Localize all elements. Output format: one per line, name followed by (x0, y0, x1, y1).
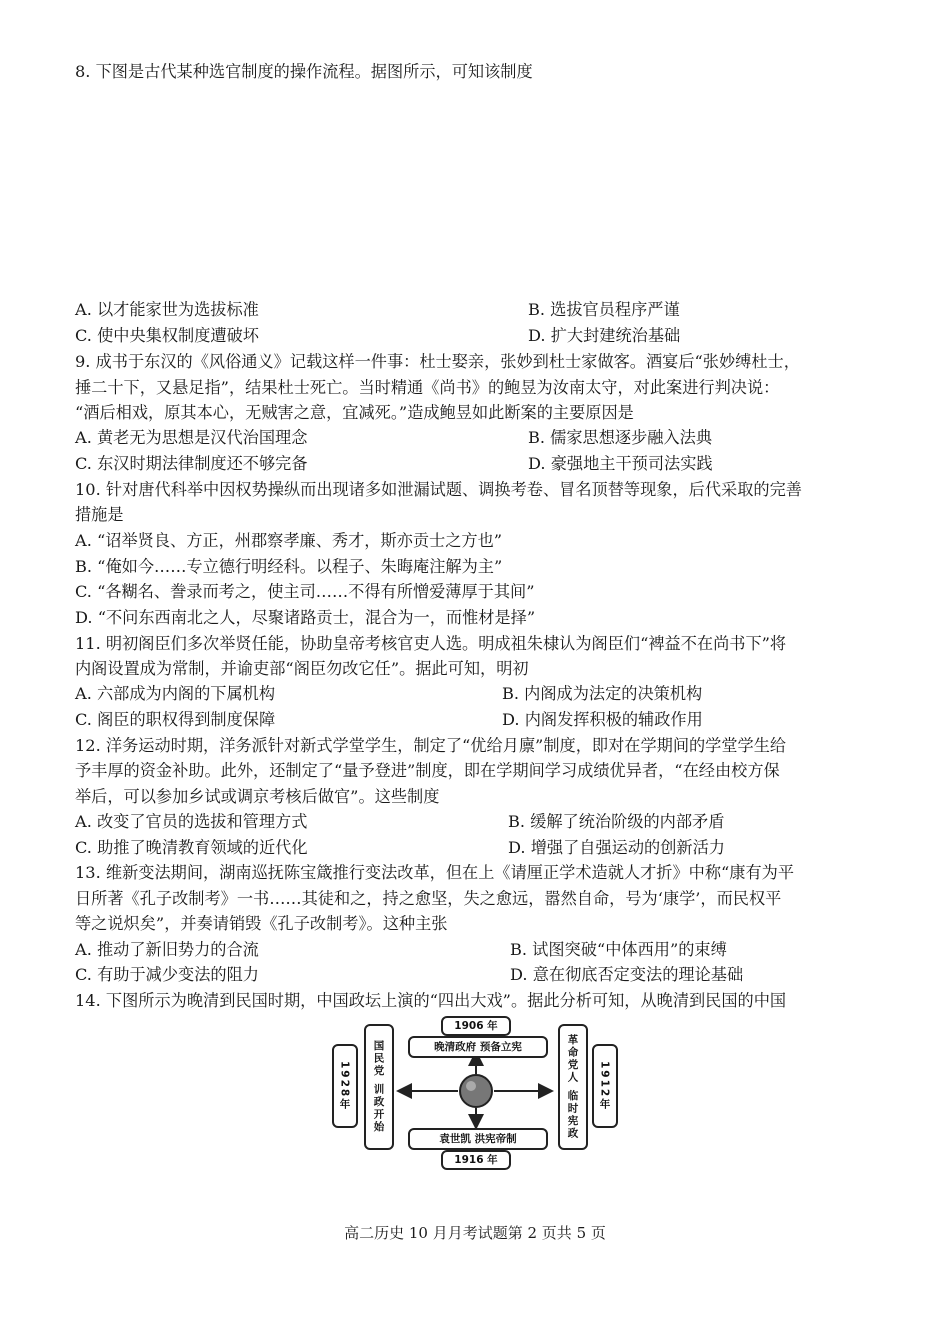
q13-stem-line-2: 日所著《孔子改制考》一书……其徒和之，持之愈坚，失之愈远，嚣然自命，号为‘康学’，而民权平 (75, 889, 782, 908)
q11-option-a: A. 六部成为内阁的下属机构 (75, 684, 276, 703)
bottom-year-box: 1916 年 (441, 1150, 511, 1170)
q10-option-c: C. “各糊名、誊录而考之，使主司……不得有所憎爱薄厚于其间” (75, 582, 535, 601)
q11-option-d: D. 内阁发挥积极的辅政作用 (502, 710, 703, 729)
q9-stem-line-3: “酒后相戏，原其本心，无贼害之意，宜减死。”造成鲍昱如此断案的主要原因是 (75, 403, 634, 422)
q9-option-a: A. 黄老无为思想是汉代治国理念 (75, 428, 308, 447)
q13-option-d: D. 意在彻底否定变法的理论基础 (510, 965, 744, 984)
q9-option-d: D. 豪强地主干预司法实践 (528, 454, 713, 473)
q9-stem-line-1: 9. 成书于东汉的《风俗通义》记载这样一件事：杜士娶亲，张妙到杜士家做客。酒宴后“张妙缚杜士， (75, 352, 800, 371)
q12-option-c: C. 助推了晚清教育领域的近代化 (75, 838, 308, 857)
page-footer: 高二历史 10 月月考试题第 2 页共 5 页 (344, 1224, 606, 1242)
q11-option-c: C. 阁臣的职权得到制度保障 (75, 710, 276, 729)
q12-option-a: A. 改变了官员的选拔和管理方式 (75, 812, 308, 831)
q8-option-b: B. 选拔官员程序严谨 (528, 300, 680, 319)
q13-option-b: B. 试图突破“中体西用”的束缚 (510, 940, 727, 959)
q12-stem-line-1: 12. 洋务运动时期，洋务派针对新式学堂学生，制定了“优给月廪”制度，即对在学期间的学堂学生给 (75, 736, 787, 755)
q12-option-d: D. 增强了自强运动的创新活力 (508, 838, 725, 857)
q8-option-d: D. 扩大封建统治基础 (528, 326, 681, 345)
q13-option-a: A. 推动了新旧势力的合流 (75, 940, 259, 959)
q10-stem-line-2: 措施是 (75, 505, 124, 524)
q11-stem-line-2: 内阁设置成为常制，并谕吏部“阁臣勿改它任”。据此可知，明初 (75, 659, 529, 678)
right-event-box: 革命党人 临时宪政 (558, 1024, 588, 1150)
q10-option-d: D. “不问东西南北之人，尽聚诸路贡士，混合为一，而惟材是择” (75, 608, 536, 627)
q9-stem-line-2: 捶二十下，又悬足指”，结果杜士死亡。当时精通《尚书》的鲍昱为汝南太守，对此案进行判决说： (75, 378, 780, 397)
q13-stem-line-1: 13. 维新变法期间，湖南巡抚陈宝箴推行变法改革，但在上《请厘正学术造就人才折》中称“康有为平 (75, 863, 795, 882)
q11-stem-line-1: 11. 明初阁臣们多次举贤任能，协助皇帝考核官吏人选。明成祖朱棣认为阁臣们“裨益不在尚书下”将 (75, 634, 787, 653)
q14-stem: 14. 下图所示为晚清到民国时期，中国政坛上演的“四出大戏”。据此分析可知，从晚清到民国的中国 (75, 991, 787, 1010)
q10-stem-line-1: 10. 针对唐代科举中因权势操纵而出现诸多如泄漏试题、调换考卷、冒名顶替等现象，后代采取的完善 (75, 480, 802, 499)
left-event-box: 国民党 训政开始 (364, 1024, 394, 1150)
globe-icon (460, 1075, 492, 1107)
q11-option-b: B. 内阁成为法定的决策机构 (502, 684, 703, 703)
q8-option-c: C. 使中央集权制度遭破坏 (75, 326, 259, 345)
q13-option-c: C. 有助于减少变法的阻力 (75, 965, 259, 984)
bottom-event-box: 袁世凯 洪宪帝制 (408, 1128, 548, 1150)
q10-option-b: B. “俺如今……专立德行明经科。以程子、朱晦庵注解为主” (75, 557, 503, 576)
left-year-box: 1928年 (332, 1044, 358, 1128)
top-year-box: 1906 年 (441, 1016, 511, 1036)
politics-diagram (328, 1012, 628, 1172)
right-year-box: 1912年 (592, 1044, 618, 1128)
q12-stem-line-3: 举后，可以参加乡试或调京考核后做官”。这些制度 (75, 787, 440, 806)
q8-stem: 8. 下图是古代某种选官制度的操作流程。据图所示，可知该制度 (75, 62, 533, 81)
top-event-box: 晚清政府 预备立宪 (408, 1036, 548, 1058)
q12-option-b: B. 缓解了统治阶级的内部矛盾 (508, 812, 725, 831)
q13-stem-line-3: 等之说炽矣”，并奏请销毁《孔子改制考》。这种主张 (75, 914, 448, 933)
q9-option-c: C. 东汉时期法律制度还不够完备 (75, 454, 308, 473)
q10-option-a: A. “诏举贤良、方正，州郡察孝廉、秀才，斯亦贡士之方也” (75, 531, 503, 550)
q8-option-a: A. 以才能家世为选拔标准 (75, 300, 259, 319)
q9-option-b: B. 儒家思想逐步融入法典 (528, 428, 713, 447)
q12-stem-line-2: 予丰厚的资金补助。此外，还制定了“量予登进”制度，即在学期间学习成绩优异者，“在经由校方保 (75, 761, 780, 780)
